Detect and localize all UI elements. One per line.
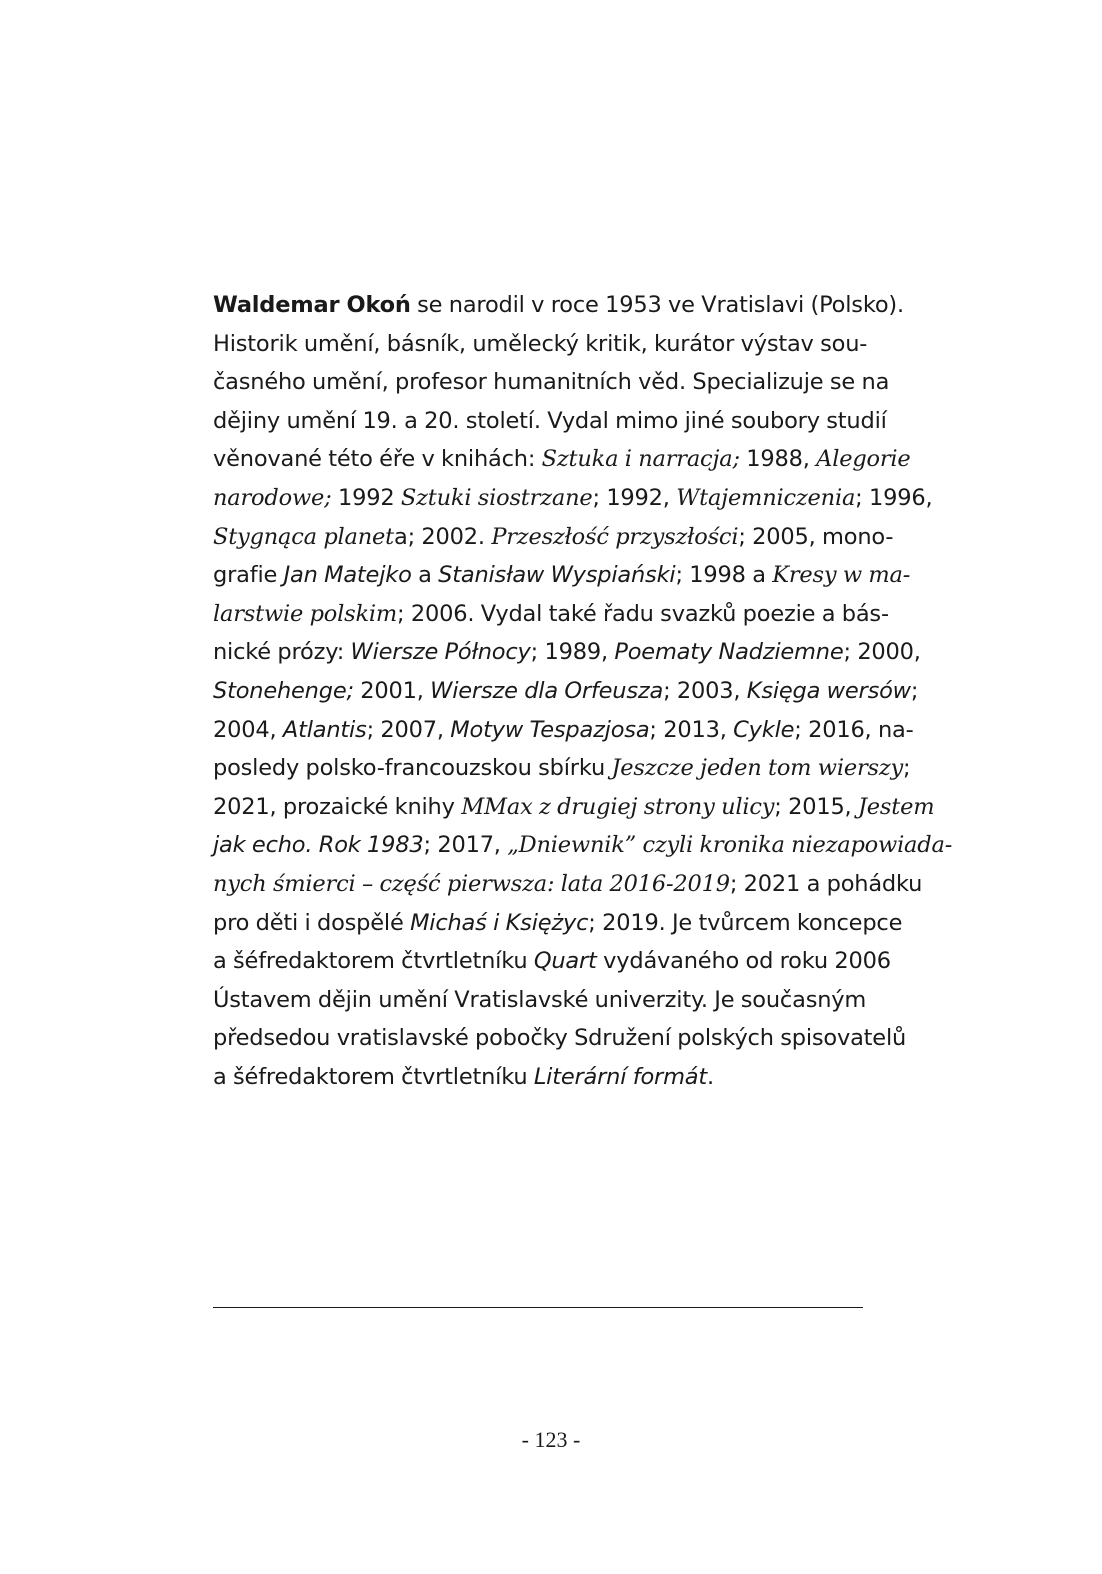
bio-line: a šéfredaktorem čtvrtletníku Literární formát. (213, 1063, 714, 1090)
book-title: Wtajemniczenia (676, 484, 856, 511)
bio-line: narodowe; 1992 Sztuki siostrzane; 1992, Wtajemniczenia; 1996, (213, 484, 933, 511)
bio-line: 2021, prozaické knihy MMax z drugiej strony ulicy; 2015, Jestem (213, 793, 935, 820)
bio-line: nych śmierci – część pierwsza: lata 2016-2019; 2021 a pohádku (213, 870, 923, 897)
book-title: Alegorie (816, 446, 911, 473)
bio-line: Stonehenge; 2001, Wiersze dla Orfeusza; 2003, Księga wersów; (213, 677, 919, 704)
bio-line: předsedou vratislavské pobočky Sdružení polských spisovatelů (213, 1025, 907, 1052)
bio-line: Stygnąca planeta; 2002. Przeszłość przyszłości; 2005, mono- (213, 523, 894, 550)
bio-line: věnované této éře v knihách: Sztuka i narracja; 1988, Alegorie (213, 446, 911, 473)
book-title: Atlantis (282, 716, 367, 743)
journal-title: Quart (533, 948, 597, 975)
book-title: narodowe; (213, 484, 332, 511)
book-title: „Dniewnik” czyli kronika niezapowiada- (507, 832, 953, 859)
book-title: Jestem (857, 793, 935, 820)
book-title: Wiersze dla Orfeusza (430, 677, 664, 704)
book-title: Poematy Nadziemne (614, 639, 844, 666)
book-title: Stanisław Wyspiański (438, 562, 676, 589)
book-title: Michaś i Księżyc (410, 909, 589, 936)
book-title: Kresy w ma- (772, 562, 911, 589)
book-title: Przeszłość przyszłości (491, 523, 739, 550)
bio-line: Historik umění, básník, umělecký kritik, kurátor výstav sou- (213, 330, 868, 357)
book-title: nych śmierci – część pierwsza: lata 2016-2019 (213, 870, 730, 897)
author-name: Waldemar Okoń (213, 292, 411, 318)
footnote-divider (213, 1307, 863, 1308)
book-title: Jan Matejko (283, 562, 412, 589)
book-title: jak echo. Rok 1983 (213, 832, 424, 859)
bio-line: larstwie polskim; 2006. Vydal také řadu svazků poezie a bás- (213, 600, 889, 627)
book-title: larstwie polskim (213, 600, 398, 627)
book-title: Stonehenge; (213, 677, 354, 704)
page-number: - 123 - (521, 1427, 581, 1452)
bio-line: a šéfredaktorem čtvrtletníku Quart vydávaného od roku 2006 (213, 948, 891, 975)
bio-line: jak echo. Rok 1983; 2017, „Dniewnik” czyli kronika niezapowiada- (213, 832, 953, 859)
author-biography (213, 286, 953, 1096)
bio-line: 2004, Atlantis; 2007, Motyw Tespazjosa; 2013, Cykle; 2016, na- (213, 716, 914, 743)
bio-line: časného umění, profesor humanitních věd. Specializuje se na (213, 369, 890, 396)
book-title: Księga wersów (746, 677, 911, 704)
bio-line: Ústavem dějin umění Vratislavské univerzity. Je současným (213, 986, 867, 1013)
book-title: Cykle (733, 716, 795, 743)
bio-line: grafie Jan Matejko a Stanisław Wyspiański; 1998 a Kresy w ma- (213, 562, 911, 589)
bio-line: Waldemar Okoń se narodil v roce 1953 ve Vratislavi (Polsko). (213, 292, 904, 318)
book-title: Wiersze Północy (350, 639, 531, 666)
journal-title: Literární formát (533, 1063, 708, 1090)
bio-line: pro děti i dospělé Michaś i Księżyc; 2019. Je tvůrcem koncepce (213, 909, 903, 936)
book-title: Jeszcze jeden tom wierszy (611, 755, 904, 782)
book-title: Sztuki siostrzane (400, 484, 593, 511)
book-title: Sztuka i narracja; (541, 446, 740, 473)
bio-line: dějiny umění 19. a 20. století. Vydal mimo jiné soubory studií (213, 407, 887, 434)
book-title: Motyw Tespazjosa (450, 716, 650, 743)
book-title: MMax z drugiej strony ulicy (461, 793, 775, 820)
bio-line: posledy polsko-francouzskou sbírku Jeszcze jeden tom wierszy; (213, 755, 911, 782)
book-title: Stygnąca planet (213, 523, 395, 550)
bio-line: nické prózy: Wiersze Północy; 1989, Poematy Nadziemne; 2000, (213, 639, 921, 666)
